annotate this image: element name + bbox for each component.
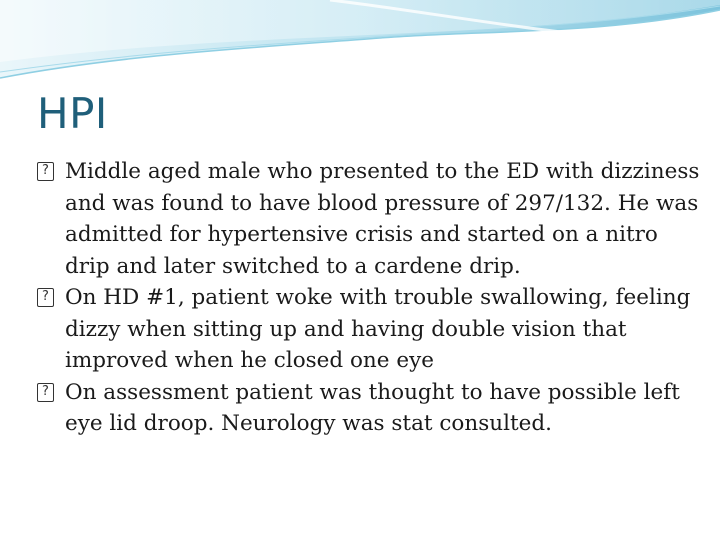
missing-glyph-icon: ? [37,162,54,181]
list-item [37,377,702,440]
list-item [37,282,702,377]
bullet-text: On assessment patient was thought to have possible left eye lid droop. Neurology was stat consulted. [65,379,680,436]
slide-title: HPI [37,89,108,138]
bullet-list [37,156,702,440]
header-wave-decoration [0,0,720,90]
list-item [37,156,702,282]
bullet-text: Middle aged male who presented to the ED with dizziness and was found to have blood pressure of 297/132. He was admitted for hypertensive crisis and started on a nitro drip and later switched to a cardene drip. [65,159,700,279]
bullet-text: On HD #1, patient woke with trouble swallowing, feeling dizzy when sitting up and having double vision that improved when he closed one eye [65,285,691,373]
missing-glyph-icon: ? [37,383,54,402]
missing-glyph-icon: ? [37,288,54,307]
